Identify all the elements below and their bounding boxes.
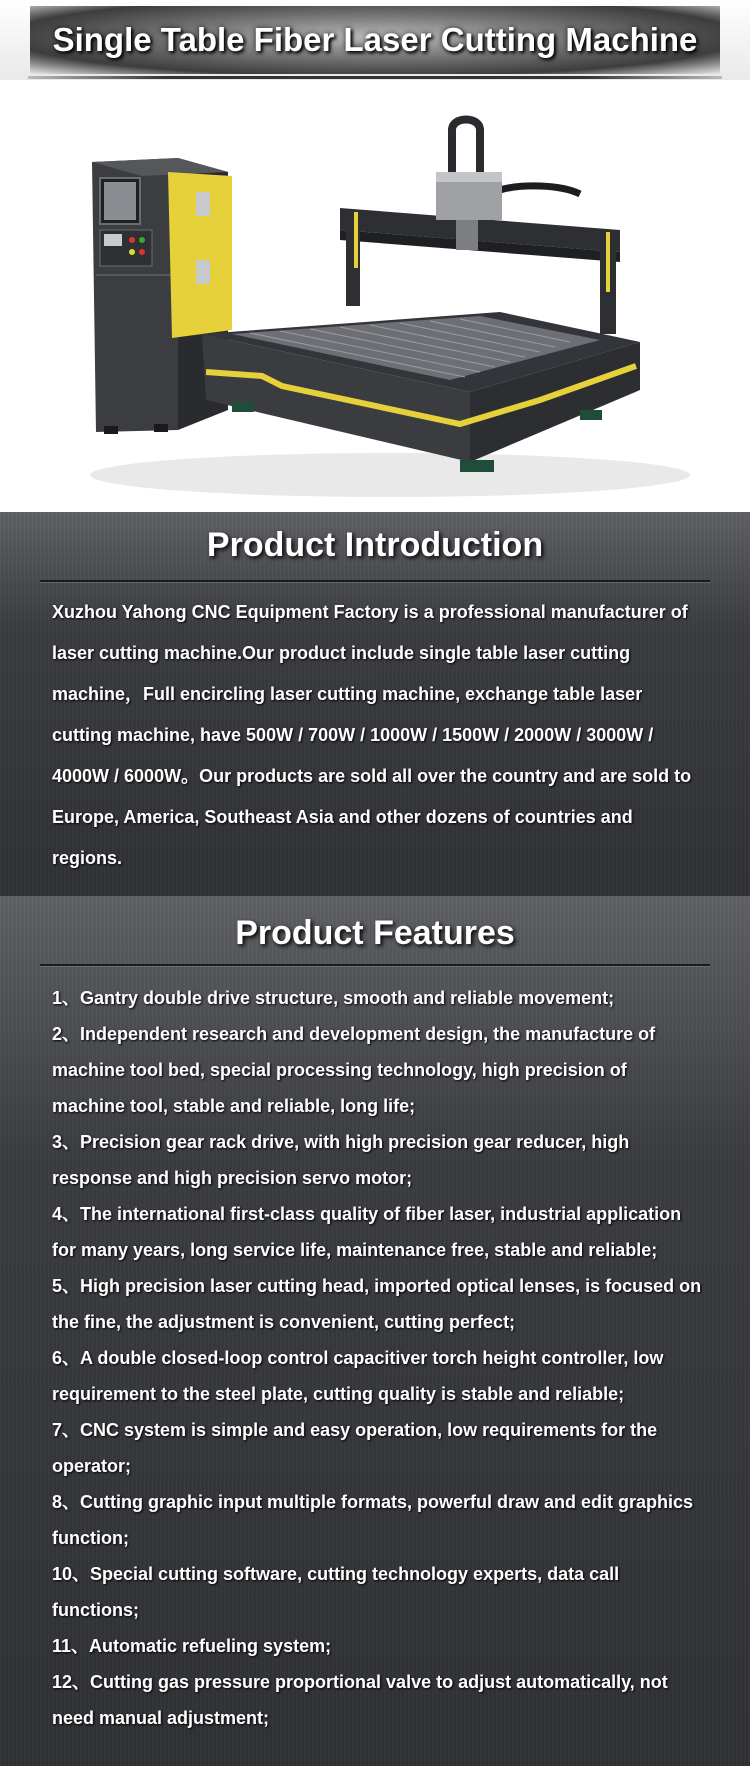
- feature-item: 7、CNC system is simple and easy operation, low requirements for the operator;: [52, 1420, 658, 1476]
- top-header: [0, 0, 750, 80]
- product-photo-area: [0, 80, 750, 512]
- feature-item: 11、Automatic refueling system;: [52, 1636, 332, 1656]
- features-list: [52, 980, 702, 1736]
- introduction-body: Xuzhou Yahong CNC Equipment Factory is a professional manufacturer of laser cutting machine.Our product include single table laser cutting machine，Full encircling laser cutting machine, exchange table laser cutting machine, have 500W / 700W / 1000W / 1500W / 2000W / 3000W / 4000W / 6000W。Our products are sold all over the country and are sold to Europe, America, Southeast Asia and other dozens of countries and regions.: [52, 602, 692, 868]
- page-title: Single Table Fiber Laser Cutting Machine: [52, 21, 698, 58]
- title-banner: [30, 6, 720, 74]
- feature-item: 3、Precision gear rack drive, with high precision gear reducer, high response and high precision servo motor;: [52, 1132, 630, 1188]
- features-title: Product Features: [235, 914, 515, 952]
- laser-cutting-machine-image: [0, 80, 750, 512]
- features-section: [0, 896, 750, 1766]
- features-divider: [40, 964, 710, 966]
- cutting-bed: [202, 312, 640, 472]
- introduction-divider: [40, 580, 710, 582]
- feature-item: 4、The international first-class quality of fiber laser, industrial application for many years, long service life, maintenance free, stable and reliable;: [52, 1204, 682, 1260]
- feature-item: 8、Cutting graphic input multiple formats, powerful draw and edit graphics function;: [52, 1492, 694, 1548]
- feature-item: 2、Independent research and development design, the manufacture of machine tool bed, special processing technology, high precision of machine tool, stable and reliable, long life;: [52, 1024, 656, 1116]
- feature-item: 12、Cutting gas pressure proportional valve to adjust automatically, not need manual adjustment;: [52, 1672, 668, 1728]
- gantry: [340, 120, 620, 335]
- feature-item: 10、Special cutting software, cutting technology experts, data call functions;: [52, 1564, 620, 1620]
- feature-item: 1、Gantry double drive structure, smooth and reliable movement;: [52, 988, 615, 1008]
- header-divider: [28, 76, 722, 79]
- introduction-section: [0, 512, 750, 896]
- feature-item: 5、High precision laser cutting head, imported optical lenses, is focused on the fine, the adjustment is convenient, cutting perfect;: [52, 1276, 702, 1332]
- introduction-title: Product Introduction: [206, 526, 544, 564]
- feature-item: 6、A double closed-loop control capacitiver torch height controller, low requirement to the steel plate, cutting quality is stable and reliable;: [52, 1348, 664, 1404]
